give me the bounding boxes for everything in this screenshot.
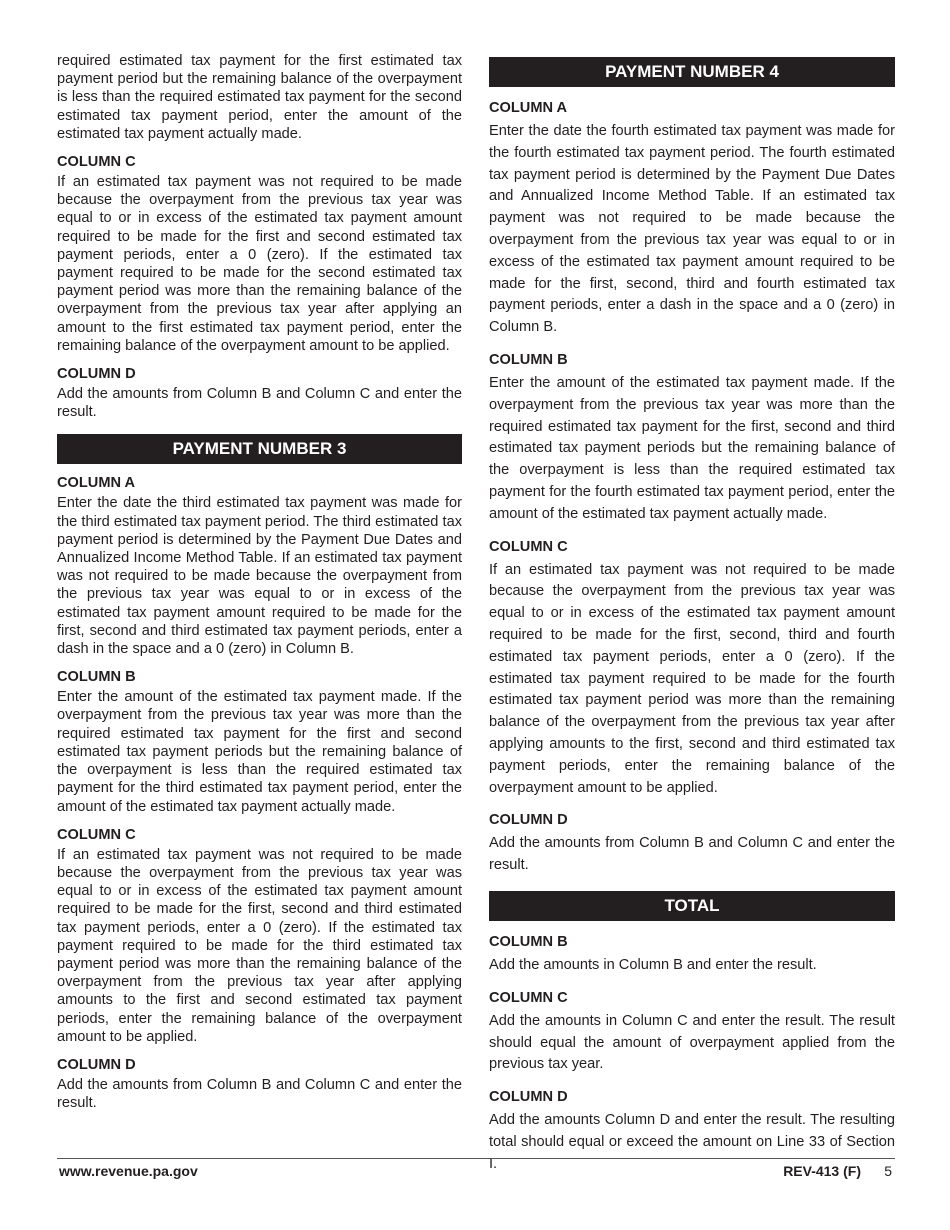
total-column-b-text: Add the amounts in Column B and enter the result. xyxy=(489,956,817,973)
p4-column-b-text: Enter the amount of the estimated tax payment made. If the overpayment from the previous tax year was more than the required estimated tax payment for the first, second and third estimated tax payment periods but the remaining balance of the overpayment is less than the required estimated tax payment for the fourth estimated tax payment period, enter the amount of the estimated tax payment actually made. xyxy=(489,374,895,522)
payment-4-banner: PAYMENT NUMBER 4 xyxy=(489,57,895,87)
p4-column-d-text: Add the amounts from Column B and Column C and enter the result. xyxy=(489,835,895,874)
p4-column-a-heading: COLUMN A xyxy=(489,100,568,116)
p3-column-d-heading: COLUMN D xyxy=(57,1056,136,1073)
p3-column-c-heading: COLUMN C xyxy=(57,826,136,843)
total-banner: TOTAL xyxy=(489,891,895,921)
p4-column-a-text: Enter the date the fourth estimated tax payment was made for the fourth estimated tax payment period. The fourth estimated tax payment period is determined by the Payment Due Dates and Annualized Income Method Table. If an estimated tax payment was not required to be made because the overpayment from the previous tax year was equal to or in excess of the estimated tax payment amount required to be made for the first, second, third and fourth estimated tax payment periods, enter a dash in the space and a 0 (zero) in Column B. xyxy=(489,123,895,336)
page-number: 5 xyxy=(884,1163,892,1179)
p3-column-b-text: Enter the amount of the estimated tax payment made. If the overpayment from the previous tax year was more than the required estimated tax payment for the first and second estimated tax payment periods but the remaining balance of the overpayment is less than the required estimated tax payment for the third estimated tax payment period, enter the amount of the estimated tax payment actually made. xyxy=(57,689,462,815)
p3-column-a-heading: COLUMN A xyxy=(57,475,136,492)
column-d-text: Add the amounts from Column B and Column C and enter the result. xyxy=(57,386,462,421)
p4-column-b-heading: COLUMN B xyxy=(489,351,568,368)
total-column-d-heading: COLUMN D xyxy=(489,1089,568,1106)
p3-column-b-heading: COLUMN B xyxy=(57,669,136,686)
payment-3-banner: PAYMENT NUMBER 3 xyxy=(57,434,462,464)
p4-column-c-heading: COLUMN C xyxy=(489,538,568,555)
column-d-heading: COLUMN D xyxy=(57,366,136,383)
column-c-text: If an estimated tax payment was not required to be made because the overpayment from the previous tax year was equal to or in excess of the estimated tax payment amount required to be made for the first and second estimated tax payment periods, enter a 0 (zero). If the estimated tax payment required to be made for the second estimated tax payment period was more than the remaining balance of the overpayment from the previous tax year after applying an amount to the first estimated tax payment period, enter the remaining balance of the overpayment amount to be applied. xyxy=(57,174,462,354)
total-column-d-text: Add the amounts Column D and enter the result. The resulting total should equal or exceed the amount on Line 33 of Section I. xyxy=(489,1112,895,1172)
total-column-c-text: Add the amounts in Column C and enter the result. The result should equal the amount of overpayment applied from the previous tax year. xyxy=(489,1012,895,1073)
form-number: REV-413 (F) xyxy=(783,1163,861,1179)
continued-paragraph: required estimated tax payment for the first estimated tax payment period but the remaining balance of the overpayment is less than the required estimated tax payment for the second estimated tax payment period, enter the amount of the estimated tax payment actually made. xyxy=(57,53,462,142)
left-column xyxy=(57,52,462,1112)
total-column-b-heading: COLUMN B xyxy=(489,933,568,950)
column-c-heading: COLUMN C xyxy=(57,154,136,171)
website-link[interactable]: www.revenue.pa.gov xyxy=(59,1163,198,1179)
p3-column-d-text: Add the amounts from Column B and Column C and enter the result. xyxy=(57,1076,462,1112)
p3-column-c-text: If an estimated tax payment was not required to be made because the overpayment from the previous tax year was equal to or in excess of the estimated tax payment amount required to be made for the first, second and third estimated tax payment periods, enter a 0 (zero). If the estimated tax payment required to be made for the third estimated tax payment period was more than the remaining balance of the overpayment from the previous tax year after applying amounts to the first and second estimated tax payment periods, enter the remaining balance of the overpayment amount to be applied. xyxy=(57,846,462,1045)
page-footer xyxy=(57,1158,895,1179)
right-column xyxy=(489,57,895,1175)
p4-column-d-heading: COLUMN D xyxy=(489,812,568,829)
p3-column-a-text: Enter the date the third estimated tax payment was made for the third estimated tax payment period. The third estimated tax payment period is determined by the Payment Due Dates and Annualized Income Method Table. If an estimated tax payment was not required to be made because the overpayment from the previous tax year was equal to or in excess of the estimated tax payment amount required to be made for the first, second and third estimated tax payment periods, enter a dash in the space and a 0 (zero) in Column B. xyxy=(57,495,462,658)
total-column-c-heading: COLUMN C xyxy=(489,989,568,1006)
p4-column-c-text: If an estimated tax payment was not required to be made because the overpayment from the previous tax year was equal to or in excess of the estimated tax payment amount required to be made for the first, second, third and fourth estimated tax payment periods, enter a 0 (zero). If the estimated tax payment required to be made for the fourth estimated tax payment period was more than the remaining balance of the overpayment from the previous tax year after applying amounts to the first, second and third estimated tax payment periods, enter the remaining balance of the overpayment amount to be applied. xyxy=(489,561,895,796)
